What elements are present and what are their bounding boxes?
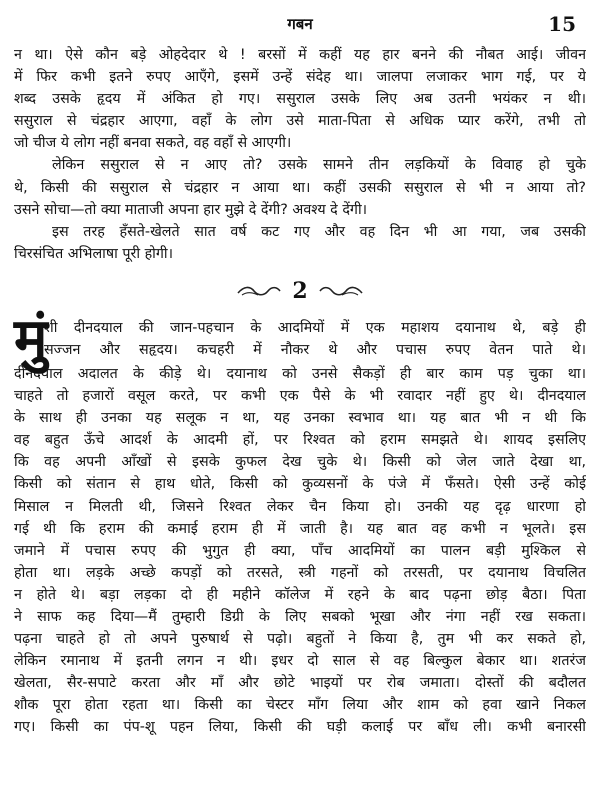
chapter-number: 2 [292, 277, 308, 304]
text-line: जो चीज ये लोग नहीं बनवा सकते, वह वहाँ से आएगी। [14, 135, 292, 152]
text-line: मिसाल न मिलती थी, जिसने रिश्वत लेकर चैन किया हो। उनकी यह दृढ़ धारणा हो [14, 498, 586, 515]
opening-paragraph [14, 306, 586, 372]
text-line: कि वह अपनी आँखों से इसके कुफल देख चुके थे। किसी को जेल जाते देखा था, [14, 454, 586, 471]
text-line: लेकिन ससुराल से न आए तो? उसके सामने तीन लड़कियों के विवाह हो चुके [52, 157, 586, 174]
text-line: शौक पूरा होता रहता था। किसी का चेस्टर माँग लिया और शाम को हवा खाने निकल [14, 697, 586, 714]
running-title: गबन [287, 15, 313, 33]
section-2-text [14, 306, 586, 739]
text-line: न था। ऐसे कौन बड़े ओहदेदार थे ! बरसों में कहीं यह हार बनने की नौबत आई। जीवन [14, 47, 586, 63]
text-line: गए। किसी का पंप-शू पहन लिया, किसी की घड़ी कलाई पर बाँध ली। कभी बनारसी [14, 719, 586, 736]
text-line: इस तरह हँसते-खेलते सात वर्ष कट गए और वह दिन भी आ गया, जब उसकी [52, 223, 586, 240]
chapter-divider [14, 274, 586, 308]
text-line: ने साफ कह दिया—मैं तुम्हारी डिग्री के लिए सबको भूखा और नंगा नहीं रख सकता। [14, 608, 586, 625]
text-line: दीनदयाल अदालत के कीड़े थे। दयानाथ को उनसे सैकड़ों ही बार काम पड़ चुका था। [14, 365, 586, 382]
drop-cap: मुं [14, 306, 48, 372]
text-line: सज्जन और सहृदय। कचहरी में नौकर थे और पचास रुपए वेतन पाते थे। [44, 342, 586, 359]
text-line: में फिर कभी इतने रुपए आएँगे, इसमें उन्हें संदेह था। जालपा लजाकर भाग गई, पर ये [14, 69, 586, 86]
text-line: के साथ ही उनका यह सलूक न था, यह उनका स्वभाव था। यह बात भी न थी कि [14, 410, 586, 427]
text-line: ससुराल से चंद्रहार आएगा, वहाँ के लोग उसे माता-पिता से अधिक प्यार करेंगे, तभी तो [14, 113, 586, 130]
text-line: खेलता, सैर-सपाटे करता और माँ और छोटे भाइयों पर रोब जमाता। दोस्तों की बदौलत [14, 675, 586, 692]
page-body [14, 44, 586, 739]
text-line: न होते थे। बड़ा लड़का दो ही महीने कॉलेज में रहने के बाद पढ़ना छोड़ बैठा। पिता [14, 586, 586, 603]
text-line: पढ़ना चाहते हो तो अपने पुरुषार्थ से पढ़ो। बहुतों ने किया है, तुम भी कर सकते हो, [14, 631, 586, 648]
text-line: शी दीनदयाल की जान-पहचान के आदमियों में एक महाशय दयानाथ थे, बड़े ही [44, 319, 586, 336]
page-number: 15 [548, 12, 576, 36]
section-1-text [14, 44, 586, 265]
text-line: वह बहुत ऊँचे आदर्श के आदमी हों, पर रिश्वत को हराम समझते थे। शायद इसलिए [14, 432, 586, 449]
text-line: थे, किसी की ससुराल से चंद्रहार न आया था। कहीं उसकी ससुराल से भी न आया तो? [14, 179, 586, 196]
text-line: गई थी कि हराम की कमाई हराम ही में जाती है। यह बात वह कभी न भूलते। इस [14, 520, 586, 537]
left-ornament-icon [236, 284, 282, 298]
text-line: होता था। लड़के अच्छे कपड़ों को तरसते, स्त्री गहनों को तरसती, पर दयानाथ विचलित [14, 564, 586, 581]
text-line: लेकिन रमानाथ में इतनी लगन न थी। इधर दो साल से वह बिल्कुल बेकार था। शतरंज [14, 653, 586, 670]
text-line: चिरसंचित अभिलाषा पूरी होगी। [14, 245, 174, 262]
text-line: शब्द उसके हृदय में अंकित हो गए। ससुराल उसके लिए अब उतनी भयंकर न थी। [14, 91, 586, 108]
text-line: जमाने में पचास रुपए की भुगुत ही क्या, पाँच आदमियों का पालन बड़ी मुश्किल से [14, 542, 586, 559]
right-ornament-icon [318, 284, 364, 298]
text-line: चाहते तो हजारों वसूल करते, पर कभी एक पैसे के भी रवादार नहीं हुए थे। दीनदयाल [14, 388, 586, 405]
page-header [18, 8, 582, 38]
text-line: उसने सोचा—तो क्या माताजी अपना हार मुझे दे देंगी? अवश्य दे देंगी। [14, 201, 368, 218]
text-line: किसी को संतान से हाथ धोते, किसी को कुव्यसनों के पंजे में फँसते। ऐसी उन्हें कोई [14, 476, 586, 493]
